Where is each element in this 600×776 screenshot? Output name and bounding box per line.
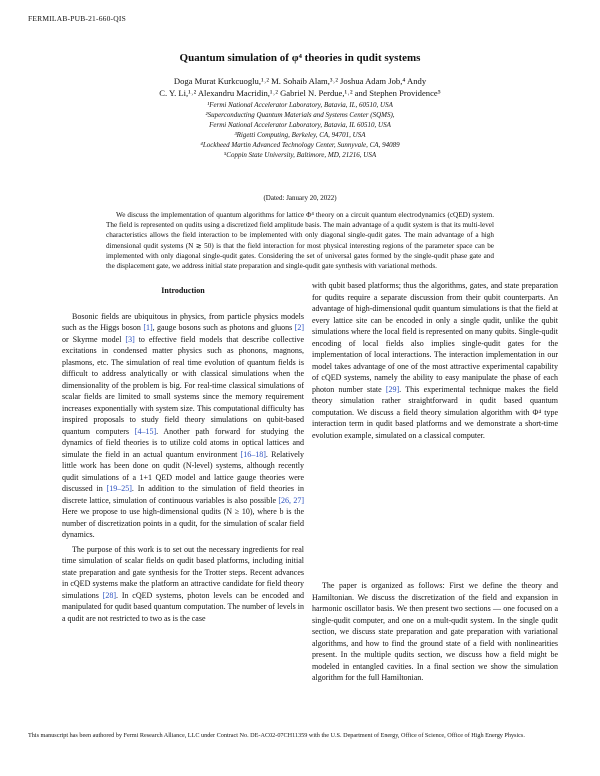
affiliation: ²Superconducting Quantum Materials and Systems Center (SQMS), — [205, 111, 395, 119]
date-line: (Dated: January 20, 2022) — [263, 194, 337, 202]
paragraph — [62, 311, 304, 541]
author-list — [90, 75, 510, 99]
text-run: , gauge bosons such as photons and gluons — [152, 323, 295, 332]
paragraph — [312, 280, 558, 441]
affiliations — [90, 100, 510, 160]
text-run: or Skyrme model — [62, 334, 126, 344]
authors-line-2: C. Y. Li,¹˒² Alexandru Macridin,¹˒² Gabriel N. Perdue,¹˒² and Stephen Providence⁵ — [159, 88, 441, 98]
citation-link[interactable]: [2] — [294, 323, 305, 332]
text-run: with qubit based platforms; thus the algorithms, gates, and state preparation for qudits require a separate discussion from their qubit counterparts. An advantage of high-dimensional qudit quantum simulations is that the field at every lattice site can be encoded in only a single qudit, unlike the qubit simulations where the local field is represented on many qubits. Single-qudit encoding of local fields also implies single-qudit gates for the implementation of local interactions. The interaction implementation in our model takes advantage of one of the most attractive experimental capability of cQED systems, namely the ability to easy manipulate the phase of each photon number state — [312, 281, 558, 394]
authors-line-1: Doga Murat Kurkcuoglu,¹˒² M. Sohaib Alam,³˒² Joshua Adam Job,⁴ Andy — [173, 76, 427, 86]
text-run: The purpose of this work is to set out the necessary ingredients for real time simulation of scalar fields on qudit based platforms, including initial state preparation and gate synthesis for the Trotter steps. Recent advances in cQED systems make the platform an attractive candidate for field theory simulations — [62, 544, 304, 600]
paragraph — [62, 544, 304, 625]
affiliation: ³Rigetti Computing, Berkeley, CA, 94701, USA — [234, 131, 366, 139]
text-run: to effective field models that describe collective excitations in condensed matter physics such as phonons, magnons, plasmons, etc. The simulation of real time evolution of quantum fields is difficult to address analytically or with classical simulations when the dimensionality of the problem is big. For real-time classical simulations of scalar fields are limited to small systems since the memory requirement increases exponentially with system size. This computational difficulty has inspired proposals to study field theory simulations on qubit-based quantum computers — [62, 334, 304, 436]
text-run: . In addition to the simulation of field theories in discrete lattice, simulation of continuous variables is also possible — [62, 484, 305, 505]
text-run: Here we propose to use high-dimensional qudits (N ≥ 10), where b is the number of discretization points in a qudit, for the simulation of scalar field dynamics. — [62, 507, 304, 539]
affiliation: ⁵Coppin State University, Baltimore, MD, 21216, USA — [223, 151, 377, 159]
text-run: . Relatively little work has been done on qudit (N-level) systems, although recently qudit simulations of a 1+1 QED model and lattice gauge theories were discussed in — [62, 449, 304, 493]
text-run: . Another path forward for studying the dynamics of field theories is to utilize cold atoms in optical lattices and simulate the field in an actual quantum environment — [62, 426, 304, 459]
affiliation: ¹Fermi National Accelerator Laboratory, Batavia, IL, 60510, USA — [207, 101, 393, 109]
affiliation: ⁴Lockheed Martin Advanced Technology Center, Sunnyvale, CA, 94089 — [200, 141, 400, 149]
report-number: FERMILAB-PUB-21-660-QIS — [28, 14, 126, 23]
citation-link[interactable]: [26, 27] — [278, 495, 304, 505]
citation-link[interactable]: [16–18] — [240, 449, 266, 459]
right-column-lower — [312, 580, 558, 687]
left-column — [62, 285, 304, 627]
right-column — [312, 280, 558, 444]
citation-link[interactable]: [19–25] — [106, 484, 132, 493]
citation-link[interactable]: [1] — [143, 323, 153, 332]
footnote: This manuscript has been authored by Fermi Research Alliance, LLC under Contract No. DE-AC02-07CH11359 with the U.S. Department of Energy, Office of Science, Office of High Energy Physics. — [28, 732, 525, 739]
affiliation: Fermi National Accelerator Laboratory, Batavia, IL 60510, USA — [209, 121, 391, 129]
citation-link[interactable]: [28] — [102, 590, 117, 600]
citation-link[interactable]: [4–15] — [134, 426, 157, 436]
text-run: Bosonic fields are ubiquitous in physics, from particle physics models such as the Higgs boson — [62, 311, 304, 332]
citation-link[interactable]: [29] — [385, 384, 400, 394]
text-run: . In cQED systems, photon levels can be encoded and manipulated for qudit based quantum computation. The number of levels in a qudit are not restricted to two as is the case — [62, 590, 305, 623]
paragraph: The paper is organized as follows: First we define the theory and Hamiltonian. We discuss the discretization of the field and expansion in harmonic oscillator basis. We then present two sections — one focused on a single-qudit computer, and one on a mult-qudit system. In the single qudit section, we discuss state preparation and gate preparation with variational algorithms, and how to find the ground state of a field with nonlinearities present. In the multiple qudits section, we discuss how a field might be modeled in entangled cavities. In a final section we show the simulation algorithm for the full Hamiltonian. — [312, 581, 558, 682]
citation-link[interactable]: [3] — [125, 334, 135, 344]
text-run: . This experimental technique makes the field theory simulation rather straightforward in qudit based quantum computation. We discuss a field theory simulation algorithm with Φ⁴ type interaction term in qudit based platforms and we demonstrate a short-time evolution example, simulated on a classical computer. — [312, 384, 558, 440]
abstract: We discuss the implementation of quantum algorithms for lattice Φ⁴ theory on a circuit quantum electrodynamics (cQED) system. The field is represented on qudits using a discretized field amplitude basis. The main advantage of a qudit system is that its multi-level characteristics allows the field interaction to be implemented with only diagonal single-qudit gates. The main advantage of a high dimensional qudit systems (N ≳ 50) is that the field interaction for most physical interesting regions of the parameter space can be implemented with only diagonal single-qudit gates. Considering the set of universal gates formed by the single-qudit phase gate and the displacement gate, we address initial state preparation and single-qudit gate synthesis with variational methods. — [106, 211, 494, 271]
section-heading-introduction: Introduction — [161, 286, 205, 295]
paper-title: Quantum simulation of φ⁴ theories in qudit systems — [179, 52, 421, 64]
